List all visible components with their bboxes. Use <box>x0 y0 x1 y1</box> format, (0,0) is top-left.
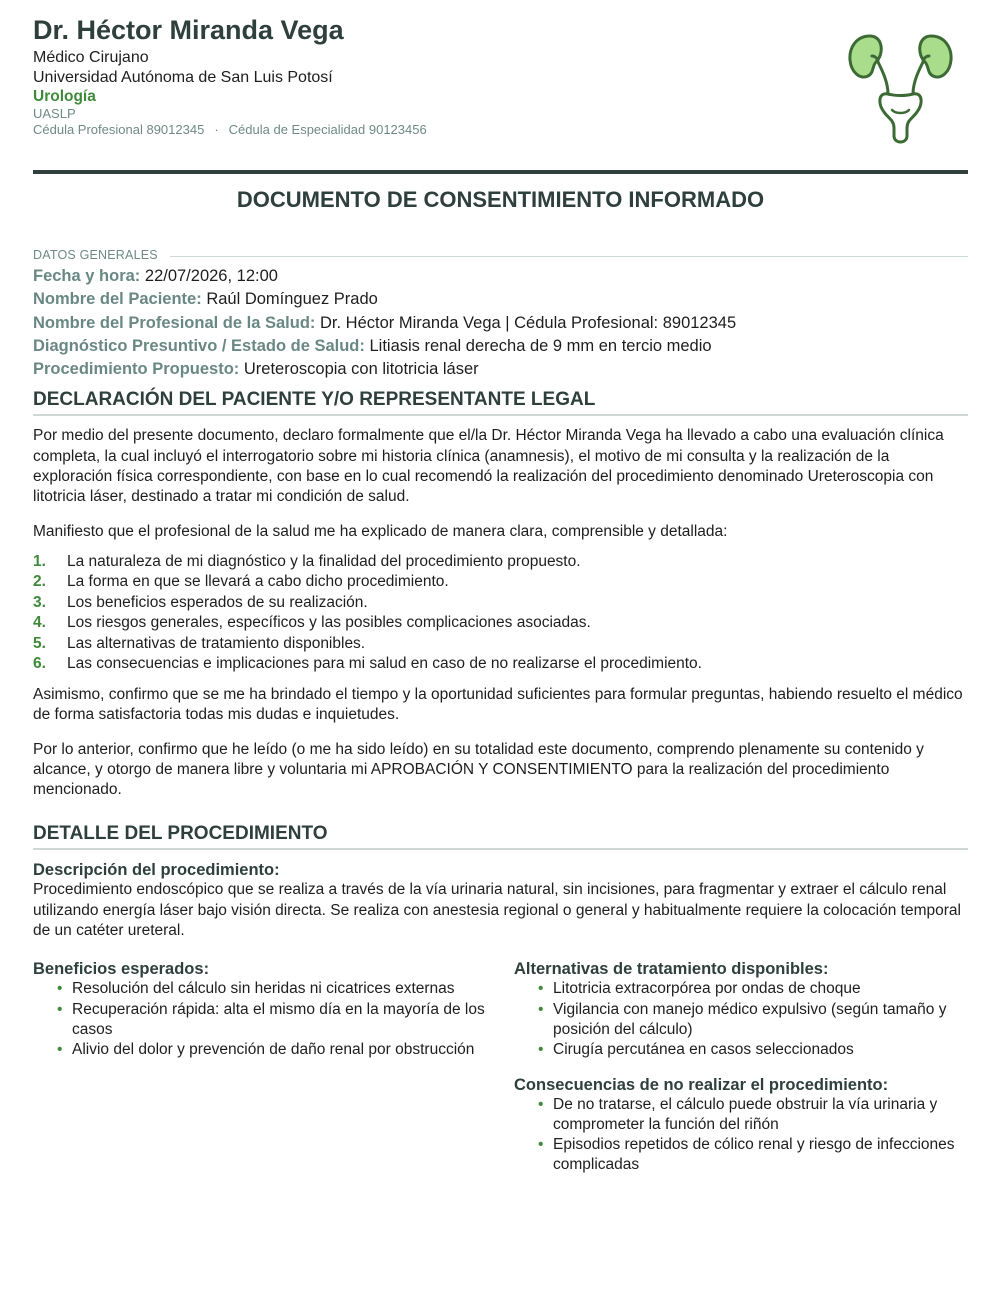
university: Universidad Autónoma de San Luis Potosí <box>33 68 333 86</box>
field-profesional <box>33 312 968 335</box>
field-diagnostico <box>33 335 968 358</box>
procedure-details-columns <box>33 959 968 1175</box>
consequences-label: Consecuencias de no realizar el procedimiento: <box>514 1075 889 1094</box>
kidneys-urinary-system-icon <box>848 32 953 150</box>
institution: UASLP <box>33 106 76 121</box>
doctor-title: Médico Cirujano <box>33 49 149 66</box>
cedulas-line <box>33 122 968 138</box>
header-rule <box>33 170 968 174</box>
declaration-paragraph-1: Por medio del presente documento, declaro formalmente que el/la Dr. Héctor Miranda Vega ha llevado a cabo una evaluación clínica completa, la cual incluyó el interrogatorio sobre mi historia clínica (anamnesis), el motivo de mi consulta y la realización de la exploración física correspondiente, con base en lo cual recomendó la realización del procedimiento denominado Ureteroscopia con litotricia láser, destinado a tratar mi condición de salud. <box>33 427 944 506</box>
item-number: 4. <box>33 614 46 632</box>
item-text: Las alternativas de tratamiento disponibles. <box>67 634 366 652</box>
list-item: • Cirugía percutánea en casos seleccionados <box>538 1040 967 1060</box>
list-item <box>33 572 968 593</box>
explained-items-list <box>33 552 968 675</box>
list-item <box>33 613 968 634</box>
benefits-label: Beneficios esperados: <box>33 960 210 979</box>
field-value: 22/07/2026, 12:00 <box>144 267 278 285</box>
datos-generales-label <box>33 246 968 264</box>
item-number: 3. <box>33 593 46 611</box>
declaration-paragraph-2: Manifiesto que el profesional de la salud me ha explicado de manera clara, comprensible y detallada: <box>33 522 728 540</box>
item-text: La forma en que se llevará a cabo dicho procedimiento. <box>67 573 449 591</box>
field-fecha-hora <box>33 265 968 288</box>
item-number: 5. <box>33 634 46 652</box>
field-value: Raúl Domínguez Prado <box>206 290 378 309</box>
field-label: Procedimiento Propuesto: <box>33 360 240 379</box>
field-value: Litiasis renal derecha de 9 mm en tercio medio <box>369 336 712 355</box>
datos-generales-text: DATOS GENERALES <box>33 248 158 262</box>
consequences-list <box>514 1095 967 1176</box>
declaration-heading: DECLARACIÓN DEL PACIENTE Y/O REPRESENTANTE LEGAL <box>33 388 968 416</box>
cedula-separator: · <box>214 122 219 137</box>
specialty: Urología <box>33 88 96 105</box>
item-text: Las consecuencias e implicaciones para mi salud en caso de no realizarse el procedimiento. <box>67 655 702 673</box>
field-paciente <box>33 288 968 311</box>
procedure-heading: DETALLE DEL PROCEDIMIENTO <box>33 822 968 850</box>
alternatives-label: Alternativas de tratamiento disponibles: <box>514 960 829 979</box>
letterhead <box>33 14 968 164</box>
list-item <box>33 593 968 614</box>
field-value: Ureteroscopia con litotricia láser <box>243 360 479 379</box>
doctor-name: Dr. Héctor Miranda Vega <box>33 15 344 45</box>
alternatives-list <box>514 979 967 1060</box>
list-item: • Resolución del cálculo sin heridas ni cicatrices externas <box>57 979 486 999</box>
item-text: Los beneficios esperados de su realización. <box>67 593 368 611</box>
field-label: Diagnóstico Presuntivo / Estado de Salud: <box>33 336 365 355</box>
right-column <box>514 959 967 1175</box>
left-column <box>33 959 486 1175</box>
item-text: Los riesgos generales, específicos y las posibles complicaciones asociadas. <box>67 614 591 632</box>
benefits-list <box>33 979 486 1060</box>
list-item: • Alivio del dolor y prevención de daño renal por obstrucción <box>57 1040 486 1060</box>
field-label: Nombre del Profesional de la Salud: <box>33 313 316 332</box>
list-item <box>33 634 968 655</box>
section-divider <box>170 256 968 257</box>
cedula-profesional: Cédula Profesional 89012345 <box>33 122 205 137</box>
document-body <box>33 246 968 1176</box>
field-label: Fecha y hora: <box>33 267 141 285</box>
list-item: • Vigilancia con manejo médico expulsivo (según tamaño y posición del cálculo) <box>538 1000 967 1041</box>
field-procedimiento <box>33 358 968 381</box>
list-item <box>33 654 968 675</box>
list-item: • Recuperación rápida: alta el mismo día en la mayoría de los casos <box>57 1000 486 1041</box>
list-item: • Episodios repetidos de cólico renal y riesgo de infecciones complicadas <box>538 1135 967 1176</box>
declaration-paragraph-3: Asimismo, confirmo que se me ha brindado el tiempo y la oportunidad suficientes para formular preguntas, habiendo resuelto el médico de forma satisfactoria todas mis dudas e inquietudes. <box>33 685 963 724</box>
item-number: 6. <box>33 655 46 673</box>
document-title: DOCUMENTO DE CONSENTIMIENTO INFORMADO <box>236 187 765 212</box>
declaration-paragraph-4: Por lo anterior, confirmo que he leído (o me ha sido leído) en su totalidad este documento, comprendo plenamente su contenido y alcance, y otorgo de manera libre y voluntaria mi APROBACIÓN Y CONSENTIMIENTO para la realización del procedimiento mencionado. <box>33 740 924 799</box>
item-text: La naturaleza de mi diagnóstico y la finalidad del procedimiento propuesto. <box>67 552 581 570</box>
cedula-especialidad: Cédula de Especialidad 90123456 <box>228 122 427 137</box>
list-item: • Litotricia extracorpórea por ondas de choque <box>538 979 967 999</box>
general-fields <box>33 265 968 381</box>
list-item <box>33 552 968 573</box>
item-number: 2. <box>33 573 46 591</box>
field-value: Dr. Héctor Miranda Vega | Cédula Profesional: 89012345 <box>320 313 737 332</box>
item-number: 1. <box>33 552 46 570</box>
description-label: Descripción del procedimiento: <box>33 861 280 880</box>
procedure-description: Procedimiento endoscópico que se realiza a través de la vía urinaria natural, sin incisiones, para fragmentar y extraer el cálculo renal utilizando energía láser bajo visión directa. Se realiza con anestesia regional o general y habitualmente requiere la colocación temporal de un catéter ureteral. <box>33 881 961 940</box>
field-label: Nombre del Paciente: <box>33 290 202 309</box>
list-item: • De no tratarse, el cálculo puede obstruir la vía urinaria y comprometer la función del riñón <box>538 1095 967 1136</box>
